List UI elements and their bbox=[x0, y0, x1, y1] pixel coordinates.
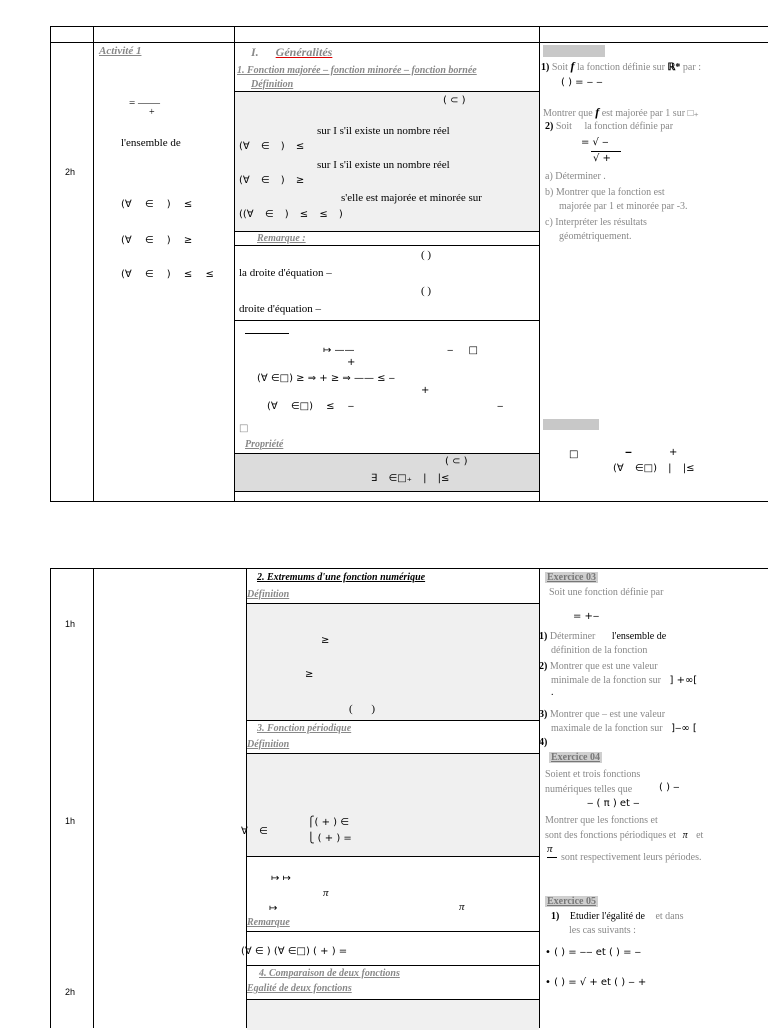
exercise-text: les cas suivants : bbox=[569, 925, 636, 936]
periodic-example: ↦ ↦ bbox=[271, 873, 291, 884]
definition-label: Définition bbox=[247, 739, 290, 750]
exercise-03-q1 bbox=[539, 631, 666, 642]
exercise-text: la fonction définie par bbox=[584, 121, 674, 132]
periodic-example: π bbox=[459, 901, 465, 913]
exercise-text: par : bbox=[682, 62, 701, 73]
def-line: ( ⊂ ) bbox=[443, 95, 466, 106]
question-number: 1) bbox=[539, 631, 548, 642]
def-line: (∀ ∈ ) ≤ bbox=[239, 141, 305, 152]
remark-line: la droite d'équation ‒ bbox=[239, 267, 332, 279]
col2-line: = —— bbox=[129, 97, 160, 109]
exercise-03-q2 bbox=[539, 661, 658, 672]
example-line: + bbox=[421, 385, 430, 396]
exercise-03-q3-cont bbox=[551, 723, 697, 734]
question-number: 3) bbox=[539, 709, 548, 720]
exercise-text: sont des fonctions périodiques et bbox=[545, 830, 677, 841]
col2-line: (∀ ∈ ) ≥ bbox=[121, 235, 193, 246]
exercise-formula: ‒ ( π ) et ‒ bbox=[587, 798, 640, 809]
exercise-text: Soit une fonction définie par bbox=[549, 587, 664, 598]
exercise-1-show bbox=[543, 105, 699, 120]
remark-line: (∀ ∈ ) (∀ ∈□) ( + ) = bbox=[241, 946, 348, 957]
time-cell: 2h bbox=[65, 987, 76, 997]
exercise-2-statement bbox=[545, 121, 673, 132]
def-line: (∀ ∈ ) ≥ bbox=[239, 175, 305, 186]
exercise-05-title-text: Exercice 05 bbox=[547, 896, 596, 907]
pi-symbol: π bbox=[682, 830, 688, 841]
definition-label: Définition bbox=[251, 79, 294, 90]
extremum-line: ( ) bbox=[349, 703, 376, 715]
exercise-03-title bbox=[545, 572, 598, 583]
col2-line: (∀ ∈ ) ≤ ≤ bbox=[121, 269, 214, 280]
exercise-05-title bbox=[545, 896, 598, 907]
def-line: sur I s'il existe un nombre réel bbox=[317, 159, 450, 171]
exercise-text: Montrer que ‒ est une valeur bbox=[549, 709, 666, 720]
remark-line: droite d'équation ‒ bbox=[239, 303, 322, 315]
extremum-line: ≥ bbox=[321, 635, 330, 646]
question-number: 4) bbox=[539, 737, 548, 748]
bottom-formula: + bbox=[669, 447, 678, 458]
exercise-03-q3 bbox=[539, 709, 665, 720]
property-line: ∃ ∈□₊ | |≤ bbox=[371, 473, 450, 484]
exercise-04-title bbox=[549, 752, 602, 763]
col2-line: + bbox=[149, 107, 155, 118]
question-number: 1) bbox=[541, 62, 550, 73]
exercise-04-line5 bbox=[545, 830, 703, 841]
periodic-line: ⎩ ( + ) = bbox=[307, 833, 352, 844]
section-2-title: 2. Extremums d'une fonction numérique bbox=[257, 572, 426, 583]
def-line: sur I s'il existe un nombre réel bbox=[317, 125, 450, 137]
example-line: (∀ ∈□) ≥ ⇒ + ≥ ⇒ —— ≤ ‒ bbox=[257, 373, 396, 384]
exercise-text: Soit bbox=[555, 121, 572, 132]
exercise-text: définition de la fonction bbox=[551, 645, 648, 656]
example-line: □ bbox=[239, 423, 249, 434]
list-item: géométriquement. bbox=[559, 231, 632, 242]
example-line: ↦ —— bbox=[323, 345, 355, 356]
exercise-text: . bbox=[551, 687, 554, 698]
exercise-05-q1 bbox=[551, 911, 684, 922]
function-symbol: f bbox=[595, 105, 600, 119]
exercise-text: Montrer que est une valeur bbox=[549, 661, 658, 672]
col2-line: (∀ ∈ ) ≤ bbox=[121, 199, 193, 210]
exercise-text: maximale de la fonction sur bbox=[551, 723, 663, 734]
exercise-formula: = +‒ bbox=[573, 611, 600, 622]
section-3-title: 3. Fonction périodique bbox=[257, 723, 352, 734]
time-cell: 2h bbox=[65, 167, 76, 177]
periodic-example: ↦ bbox=[269, 903, 278, 914]
example-line: + bbox=[347, 357, 356, 368]
periodic-example: π bbox=[323, 887, 329, 899]
list-item: • ( ) = √ + et ( ) ‒ + bbox=[545, 977, 647, 988]
exercise-text: sont respectivement leurs périodes. bbox=[561, 852, 702, 863]
exercise-text: numériques telles que bbox=[545, 784, 633, 795]
exercise-04-title-text: Exercice 04 bbox=[551, 752, 600, 763]
exercise-03-title-text: Exercice 03 bbox=[547, 572, 596, 583]
bottom-formula: ‒ bbox=[625, 447, 632, 458]
exercise-text: Déterminer bbox=[549, 631, 596, 642]
activity-title: Activité 1 bbox=[99, 45, 142, 57]
equality-label: Egalité de deux fonctions bbox=[247, 983, 352, 994]
question-number: 1) bbox=[551, 911, 560, 922]
bottom-formula: (∀ ∈□) | |≤ bbox=[613, 463, 695, 474]
exercise-formula: ( ) = ‒ ‒ bbox=[561, 77, 603, 88]
subsection-title: 1. Fonction majorée – fonction minorée – fonction bornée bbox=[237, 65, 477, 76]
remark-label: Remarque bbox=[247, 917, 290, 928]
question-number: 2) bbox=[539, 661, 548, 672]
example-line: ‒ bbox=[497, 401, 504, 412]
remark-line: ( ) bbox=[421, 285, 432, 297]
property-line: ( ⊂ ) bbox=[445, 456, 468, 467]
def-line: s'elle est majorée et minorée sur bbox=[341, 192, 482, 204]
example-line: (∀ ∈□) ≤ ‒ bbox=[267, 401, 355, 412]
time-cell: 1h bbox=[65, 619, 76, 629]
bottom-formula: □ bbox=[569, 449, 579, 460]
definition-label: Définition bbox=[247, 589, 290, 600]
interval: ]‒∞ [ bbox=[671, 723, 697, 734]
exercise-text: la fonction définie sur bbox=[576, 62, 665, 73]
remark-line: ( ) bbox=[421, 249, 432, 261]
list-item: a) Déterminer . bbox=[545, 171, 606, 182]
exercise-text: et dans bbox=[655, 911, 684, 922]
list-item: • ( ) = ‒‒ et ( ) = ‒ bbox=[545, 947, 642, 958]
exercise-text: minimale de la fonction sur bbox=[551, 675, 661, 686]
exercise-text: est majorée par 1 sur □₊ bbox=[601, 108, 699, 119]
exercise-text: Etudier l'égalité de bbox=[569, 911, 645, 922]
real-set-symbol: ℝ* bbox=[667, 62, 681, 73]
list-item: c) Interpréter les résultats bbox=[545, 217, 647, 228]
table-1 bbox=[50, 26, 768, 502]
fraction-top: = √ ‒ bbox=[581, 137, 609, 148]
col2-line: l'ensemble de bbox=[121, 137, 181, 149]
periodic-line: ∀ ∈ bbox=[241, 826, 268, 837]
property-label: Propriété bbox=[245, 439, 284, 450]
question-number: 2) bbox=[545, 121, 554, 132]
exercise-text: l'ensemble de bbox=[611, 631, 667, 642]
section-title: Généralités bbox=[275, 45, 333, 59]
exercise-text: et bbox=[696, 830, 704, 841]
table-2 bbox=[50, 568, 768, 1028]
exercise-text: Montrer que les fonctions et bbox=[545, 815, 658, 826]
time-cell: 1h bbox=[65, 816, 76, 826]
exercise-1-statement bbox=[541, 59, 701, 74]
section-number: I. bbox=[251, 45, 259, 59]
def-line: ((∀ ∈ ) ≤ ≤ ) bbox=[239, 209, 343, 220]
exercise-text: Soit bbox=[551, 62, 568, 73]
example-line: ‒ □ bbox=[447, 345, 478, 356]
fraction-bottom: √ + bbox=[593, 153, 611, 164]
section-4-title: 4. Comparaison de deux fonctions bbox=[259, 968, 400, 979]
function-symbol: f bbox=[570, 59, 575, 73]
extremum-line: ≥ bbox=[305, 669, 314, 680]
periodic-line: ⎧( + ) ∈ bbox=[307, 817, 349, 828]
remark-label: Remarque : bbox=[257, 233, 306, 244]
exercise-03-q2-cont bbox=[551, 675, 697, 686]
exercise-formula: ( ) ‒ bbox=[659, 782, 680, 793]
exercise-text: Soient et trois fonctions bbox=[545, 769, 641, 780]
section-heading bbox=[251, 45, 332, 60]
list-item: majorée par 1 et minorée par -3. bbox=[559, 201, 688, 212]
interval: ] +∞[ bbox=[669, 675, 698, 686]
pi-symbol: π bbox=[547, 843, 553, 855]
exercise-text: Montrer que bbox=[543, 108, 593, 119]
list-item: b) Montrer que la fonction est bbox=[545, 187, 665, 198]
